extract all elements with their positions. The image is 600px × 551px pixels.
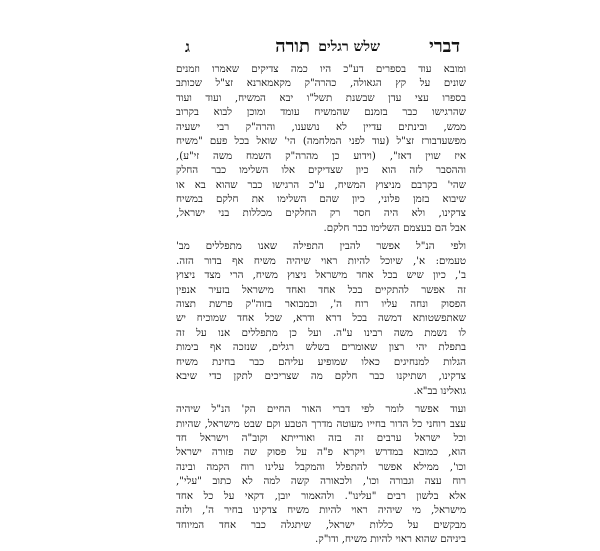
text-line: צדקינו, ושתיקנו כבר חלקם מה שצריכים לתקן כדי שיבא	[176, 371, 466, 383]
text-line: צדקינו, ולא היה חסר רק החלקים מכללות בני ישראל,	[176, 208, 466, 220]
text-line: מישראל, מי שיהיה ראוי להיות משיח צדקינו בחיר ה', ולזה	[176, 505, 466, 517]
text-line: מבקשים על כללות ישראל, שיתגלה כבר אחד המיוחד	[176, 519, 466, 531]
paragraph	[176, 240, 466, 399]
paragraph	[176, 63, 466, 236]
text-line: שהי' בקרבם מניצוץ המשיח, ע"כ הרגישו כבר שהוא בא או	[176, 179, 466, 191]
text-line: אבל הם בעצמם השלימו כבר חלקם.	[323, 222, 466, 234]
text-line: בספרו עצי עדן שבשנת תשל"ו יבא המשיח, ועוד ועוד	[176, 92, 466, 104]
text-line: וכו', ממילא אפשר להתפלל והמקבל עלינו רוח הקמה ובינה	[176, 461, 466, 473]
text-line: אלא בלשון רבים "עלינו". ולהאמור יובן, דקאי על כל אחד	[176, 490, 466, 502]
text-line: עצב רוחני כל הדור בחייו מעוטה מדרך הטבע וקם שבט מישראל, שהיות	[176, 418, 466, 430]
text-line: ומובא עוד בספרים דע"כ היו כמה צדיקים שאמרו וזמנים	[176, 64, 466, 75]
header-book-title: דברי	[429, 36, 460, 57]
text-line: וההסבר לזה הוא כיון שצדיקים אלו השלימו כבר החלק	[176, 165, 466, 177]
text-line: וכל ישראל ערבים זה בזה ואורייתא וקוב"ה וישראל חד	[176, 432, 466, 444]
text-line: רוח עצה וגבורה וכו', ולכאורה קשה למה לא כתוב "עלי",	[176, 476, 466, 488]
header-section-title: שלש רגלים	[318, 39, 380, 55]
text-line: ממש, ובינתים עדיין לא נושענו, והרה"ק רבי ישעיה	[176, 121, 466, 133]
text-line: שונים על קץ הגאולה, כהרה"ק מקאמארנא זצ"ל שכותב	[176, 78, 466, 90]
text-line: שהרגישו כבר בזמנם שהמשיח עומד ומוכן לבוא בקרוב	[176, 107, 466, 119]
text-line: טעמים: א', שיוכל להיות ראוי שיהיה משיח אף בדור הזה.	[176, 255, 466, 267]
text-line: הוא, כמובא במדרש ויקרא פ"ה על פסוק שה פזורה ישראל	[176, 447, 466, 459]
text-line: שיבוא בזמן פלוני, כיון שהם השלימו את חלקם במשיח	[176, 193, 466, 205]
text-line: איז שוין דאז", (וידוע כן מהרה"ק השמח משה זי"ע),	[176, 150, 466, 162]
text-line: הפסוק ונחה עליו רוח ה', וכמבואר בזוה"ק פרשת תצוה	[176, 299, 466, 310]
text-line: ועוד אפשר לומר לפי דברי האור החיים הק' הנ"ל שיהיה	[176, 404, 466, 416]
paragraph	[176, 403, 466, 547]
text-line: לו נשמת משה רבינו ע"ה. ועל כן מתפללים אנו על זה	[176, 327, 466, 339]
document-body	[176, 63, 466, 551]
text-line: בתפלת יהי רצון שאומרים בשלש רגלים, שנזכה אף בימות	[176, 342, 466, 354]
header-part-title: תורה	[275, 36, 310, 57]
text-line: הגלות למנחיגים כאלו שמופיע עליהם כבר בחינת משיח	[176, 356, 466, 368]
text-line: שאתפשטותא דמשה בכל דרא ודרא, שכל אחד שמוכיח יש	[176, 313, 466, 325]
text-line: ב', כיון שיש בכל אחד מישראל ניצוץ משיח, הרי מצד ניצוץ	[176, 270, 466, 282]
text-line: ביניהם שהוא ראוי להיות משיח, ודו"ק.	[315, 534, 466, 545]
text-line: גואלינו בב"א.	[413, 385, 466, 397]
page-header	[185, 36, 460, 58]
text-line: ולפי הנ"ל אפשר להבין התפילה שאנו מתפללים מב'	[176, 241, 466, 253]
text-line: מפשעדבורז זצ"ל (עוד לפני המלחמה) הי' שואל בכל פעם "משיח	[176, 136, 466, 148]
header-page-letter: ג	[185, 38, 190, 56]
text-line: זה אפשר להתקיים בכל אחד ואחד מישראל בזעיר אנפין	[176, 284, 466, 296]
